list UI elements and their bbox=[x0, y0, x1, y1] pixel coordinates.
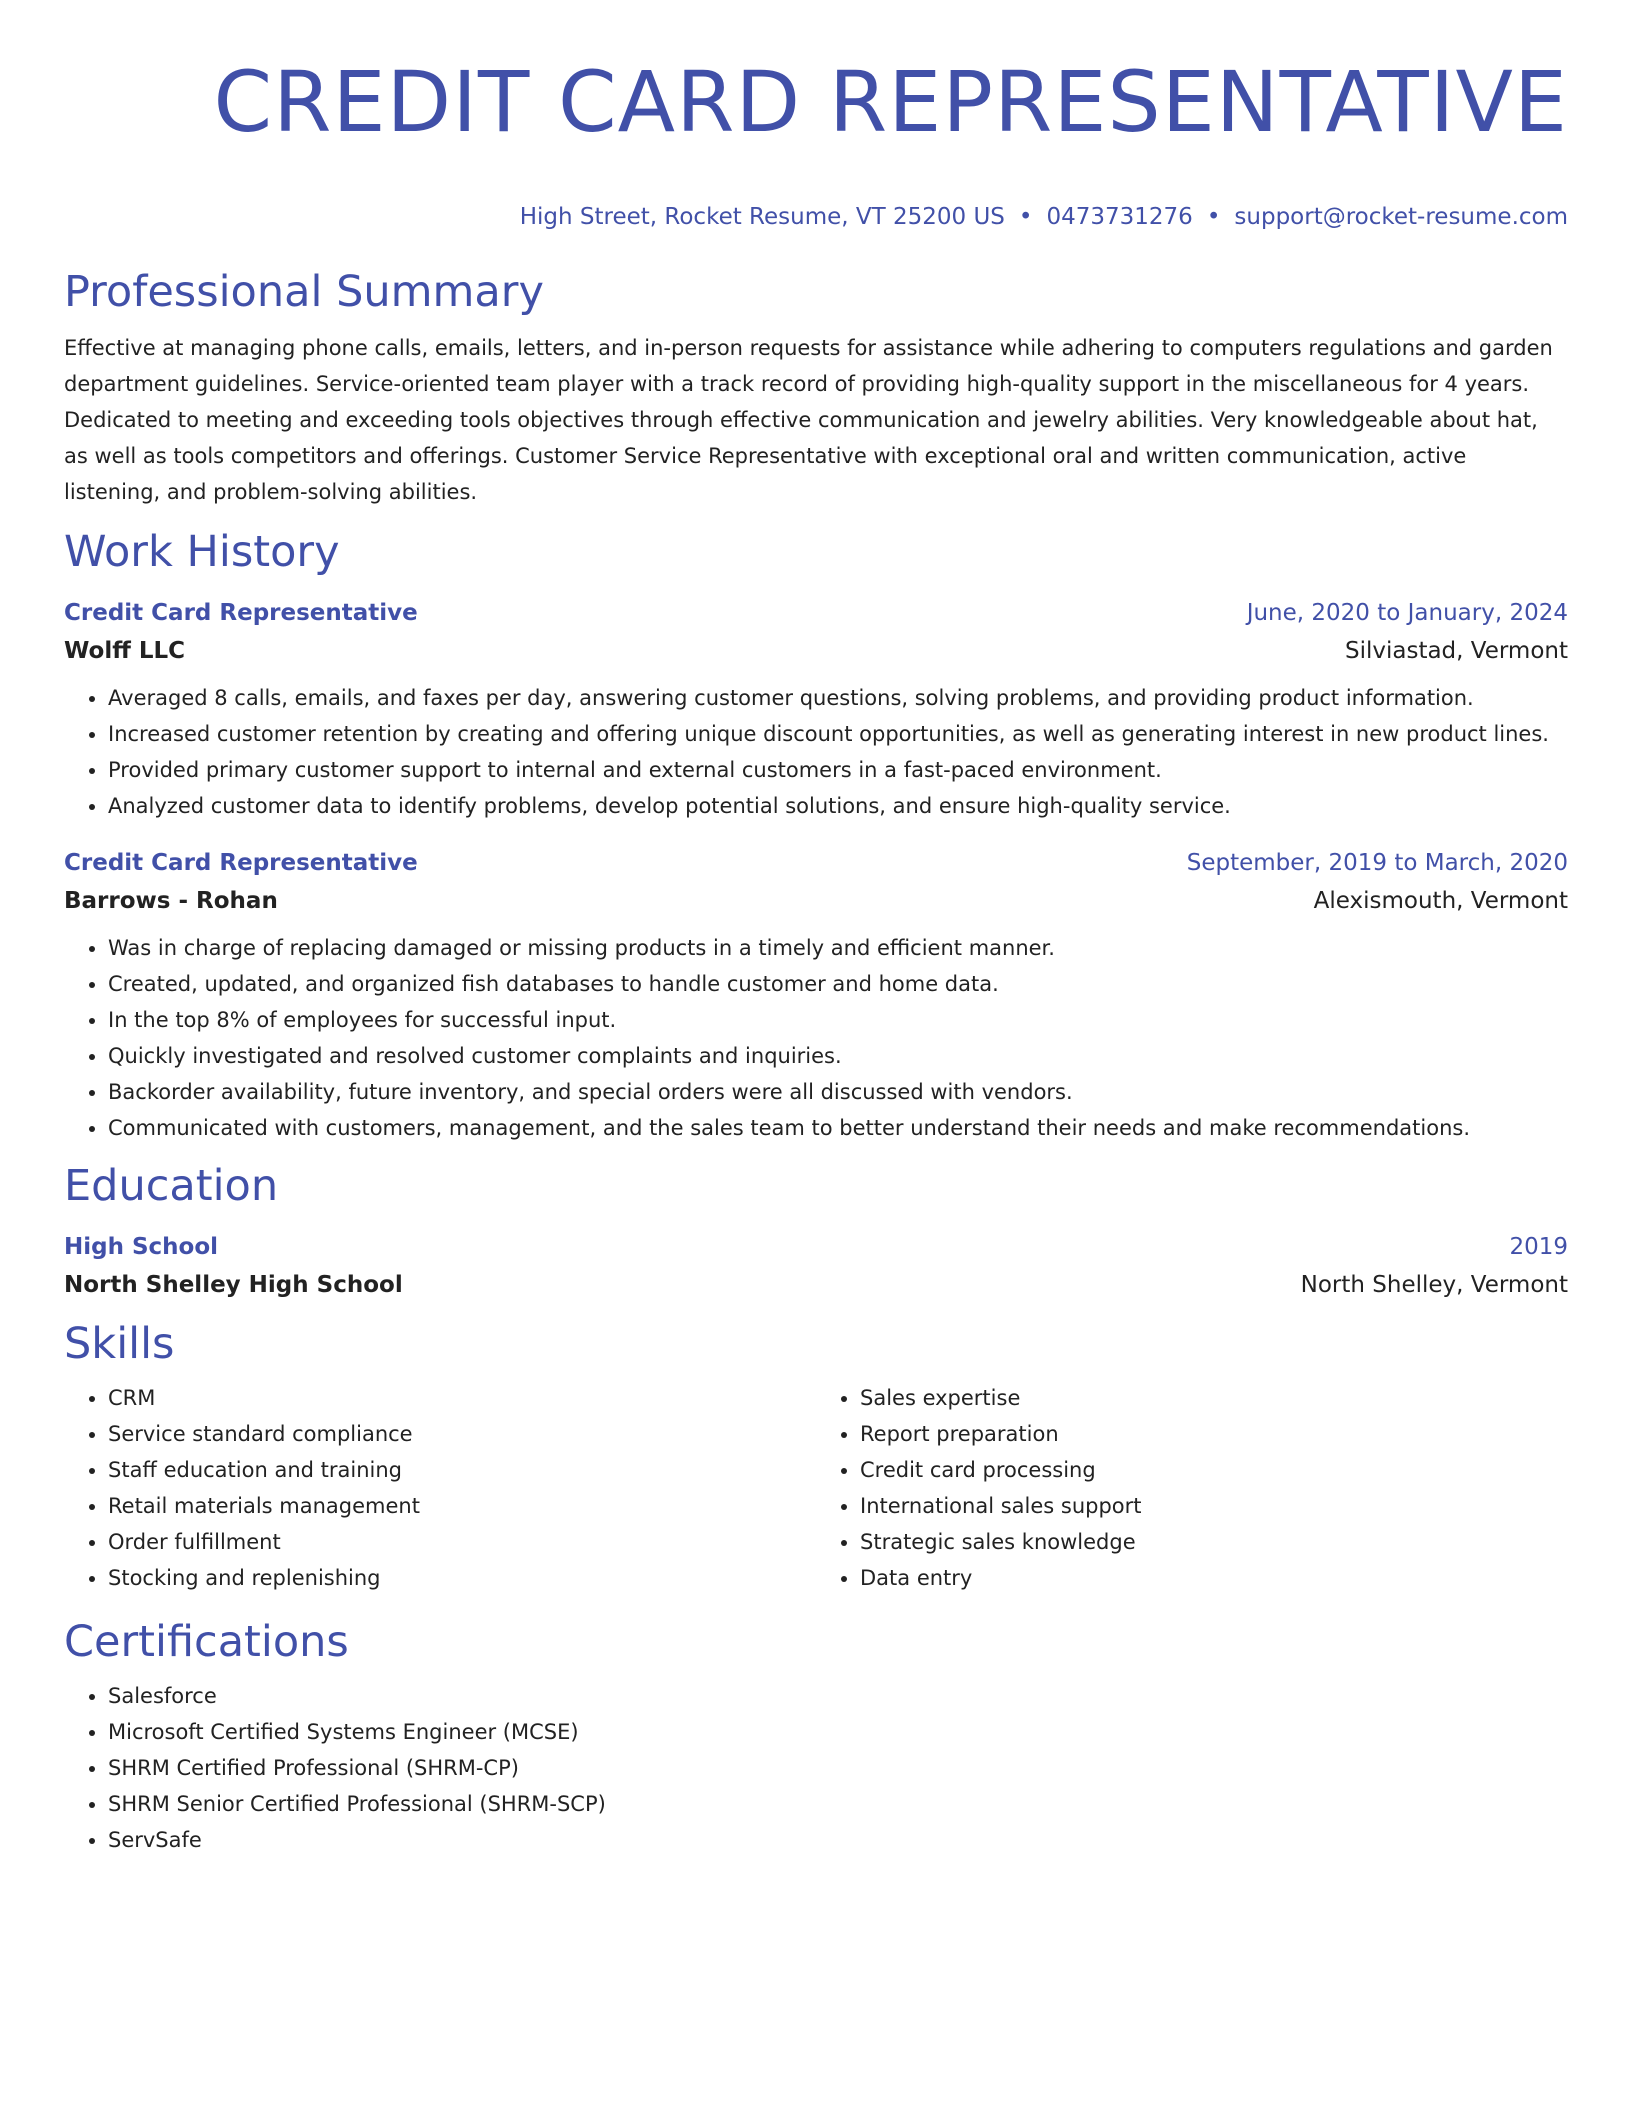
skill-item: • Data entry bbox=[860, 1560, 1568, 1596]
job-entry bbox=[64, 594, 1568, 824]
certification-item: • SHRM Senior Certified Professional (SHRM-SCP) bbox=[108, 1786, 1568, 1822]
skill-item: • Retail materials management bbox=[108, 1488, 816, 1524]
job-entry bbox=[64, 844, 1568, 1146]
job-bullet: • Backorder availability, future inventory, and special orders were all discussed with vendors. bbox=[108, 1074, 1568, 1110]
skill-item: • Stocking and replenishing bbox=[108, 1560, 816, 1596]
contact-phone: 0473731276 bbox=[1046, 204, 1193, 230]
job-location: Alexismouth, Vermont bbox=[1313, 888, 1568, 914]
education-year: 2019 bbox=[1509, 1234, 1568, 1260]
work-history-heading: Work History bbox=[64, 527, 340, 577]
job-dates: September, 2019 to March, 2020 bbox=[1186, 850, 1568, 876]
job-header-row bbox=[64, 844, 1568, 882]
job-employer: Wolff LLC bbox=[64, 638, 186, 664]
job-bullet: • In the top 8% of employees for successful input. bbox=[108, 1002, 1568, 1038]
summary-heading: Professional Summary bbox=[64, 267, 544, 317]
certification-item: • SHRM Certified Professional (SHRM-CP) bbox=[108, 1750, 1568, 1786]
certification-item: • Microsoft Certified Systems Engineer (MCSE) bbox=[108, 1714, 1568, 1750]
job-bullets bbox=[64, 930, 1568, 1146]
job-bullet: • Provided primary customer support to internal and external customers in a fast-paced environment. bbox=[108, 752, 1568, 788]
certification-item: • ServSafe bbox=[108, 1822, 1568, 1858]
job-bullet: • Was in charge of replacing damaged or missing products in a timely and efficient manner. bbox=[108, 930, 1568, 966]
education-location: North Shelley, Vermont bbox=[1300, 1272, 1568, 1298]
education-header-row bbox=[64, 1228, 1568, 1266]
contact-separator: • bbox=[1206, 204, 1221, 230]
job-bullet: • Averaged 8 calls, emails, and faxes per day, answering customer questions, solving problems, and providing product information. bbox=[108, 680, 1568, 716]
contact-address: High Street, Rocket Resume, VT 25200 US bbox=[519, 204, 1005, 230]
job-employer-row bbox=[64, 632, 1568, 670]
job-employer: Barrows - Rohan bbox=[64, 888, 278, 914]
job-bullet: • Created, updated, and organized fish databases to handle customer and home data. bbox=[108, 966, 1568, 1002]
skill-item: • Sales expertise bbox=[860, 1380, 1568, 1416]
skill-item: • Report preparation bbox=[860, 1416, 1568, 1452]
summary-text: Effective at managing phone calls, emails, letters, and in-person requests for assistance while adhering to computers regulations and garden department guidelines. Service-oriented team player with a track record of providing high-quality support in the miscellaneous for 4 years. Dedicated to meeting and exceeding tools objectives through effective communication and jewelry abilities. Very knowledgeable about hat, as well as tools competitors and offerings. Customer Service Representative with exceptional oral and written communication, active listening, and problem-solving abilities. bbox=[64, 336, 1553, 504]
job-employer-row bbox=[64, 882, 1568, 920]
job-location: Silviastad, Vermont bbox=[1344, 638, 1568, 664]
job-bullet: • Increased customer retention by creating and offering unique discount opportunities, as well as generating interest in new product lines. bbox=[108, 716, 1568, 752]
job-bullet: • Quickly investigated and resolved customer complaints and inquiries. bbox=[108, 1038, 1568, 1074]
skill-item: • Service standard compliance bbox=[108, 1416, 816, 1452]
skill-item: • International sales support bbox=[860, 1488, 1568, 1524]
education-school-row bbox=[64, 1266, 1568, 1304]
certifications-list bbox=[64, 1678, 1568, 1858]
skill-item: • Staff education and training bbox=[108, 1452, 816, 1488]
skills-list-right bbox=[816, 1380, 1568, 1596]
skill-item: • Order fulfillment bbox=[108, 1524, 816, 1560]
education-heading: Education bbox=[64, 1161, 279, 1211]
skills-heading: Skills bbox=[64, 1319, 175, 1369]
certification-item: • Salesforce bbox=[108, 1678, 1568, 1714]
skill-item: • Credit card processing bbox=[860, 1452, 1568, 1488]
candidate-name: CREDIT CARD REPRESENTATIVE bbox=[213, 53, 1568, 151]
job-title: Credit Card Representative bbox=[64, 850, 418, 876]
education-degree: High School bbox=[64, 1234, 219, 1260]
skill-item: • CRM bbox=[108, 1380, 816, 1416]
job-bullet: • Analyzed customer data to identify problems, develop potential solutions, and ensure high-quality service. bbox=[108, 788, 1568, 824]
education-entry bbox=[64, 1228, 1568, 1304]
job-header-row bbox=[64, 594, 1568, 632]
skills-grid bbox=[64, 1380, 1568, 1596]
contact-line bbox=[64, 202, 1568, 232]
job-title: Credit Card Representative bbox=[64, 600, 418, 626]
skills-list-left bbox=[64, 1380, 816, 1596]
contact-separator: • bbox=[1018, 204, 1033, 230]
job-dates: June, 2020 to January, 2024 bbox=[1246, 600, 1568, 626]
certifications-heading: Certifications bbox=[64, 1617, 349, 1667]
skill-item: • Strategic sales knowledge bbox=[860, 1524, 1568, 1560]
contact-email: support@rocket-resume.com bbox=[1234, 204, 1568, 230]
education-school: North Shelley High School bbox=[64, 1272, 403, 1298]
job-bullet: • Communicated with customers, management, and the sales team to better understand their needs and make recommendations. bbox=[108, 1110, 1568, 1146]
job-bullets bbox=[64, 680, 1568, 824]
